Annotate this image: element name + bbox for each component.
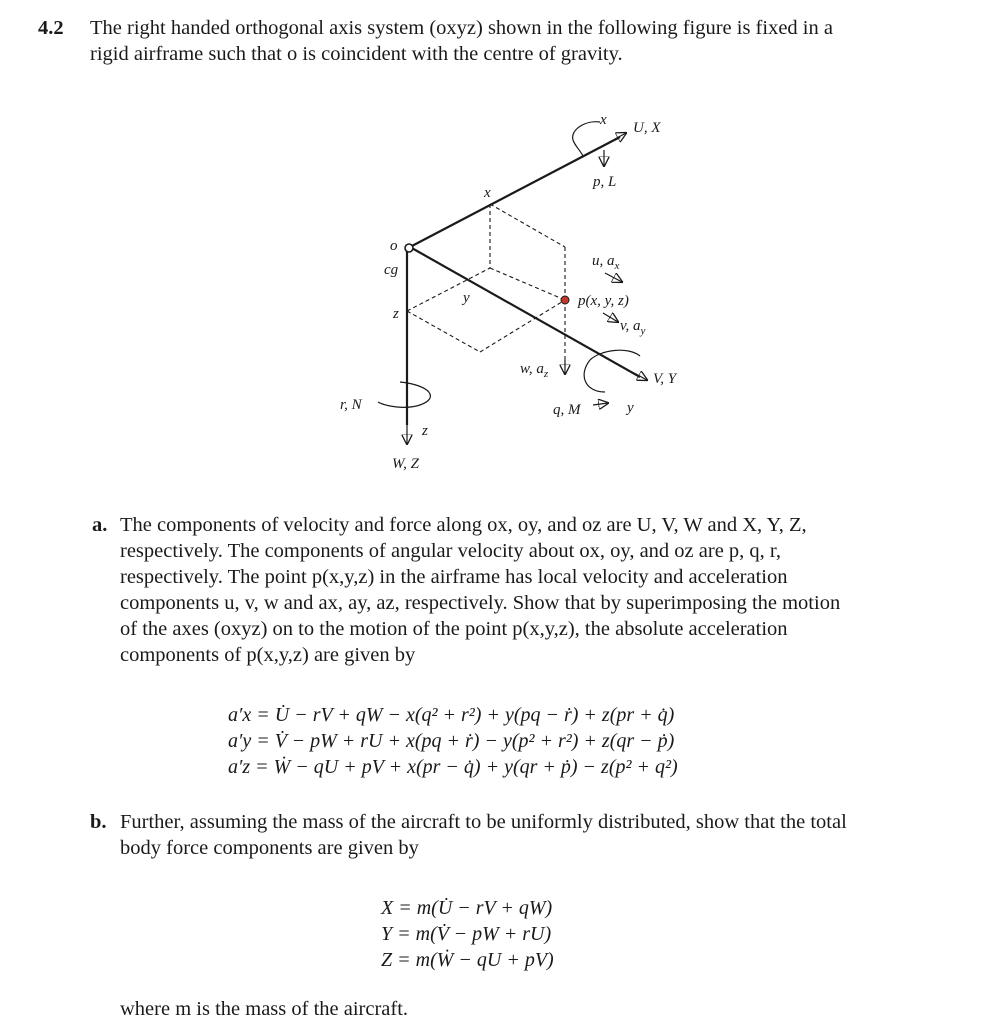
axis-system-figure xyxy=(320,100,720,480)
U-arrow xyxy=(615,133,626,139)
label-UX: U, X xyxy=(633,120,661,136)
label-z-low: z xyxy=(422,423,428,439)
origin-circle xyxy=(405,244,413,252)
problem-statement-line-1: The right handed orthogonal axis system (oxyz) shown in the following figure is fixed in a xyxy=(90,17,833,39)
r-rotation-arc xyxy=(378,382,430,407)
problem-number: 4.2 xyxy=(38,17,64,39)
label-pL: p, L xyxy=(593,174,617,190)
part-a-line-1: The components of velocity and force along ox, oy, and oz are U, V, W and X, Y, Z, xyxy=(120,514,807,536)
part-a-label: a. xyxy=(92,514,108,536)
problem-statement-line-2: rigid airframe such that o is coincident with the centre of gravity. xyxy=(90,43,623,65)
label-z-side: z xyxy=(393,306,399,322)
part-a-line-5: of the axes (oxyz) on to the motion of the point p(x,y,z), the absolute acceleration xyxy=(120,618,788,640)
part-b-label: b. xyxy=(90,811,107,833)
part-a-line-4: components u, v, w and ax, ay, az, respectively. Show that by superimposing the motion xyxy=(120,592,841,614)
q-arrow xyxy=(593,403,608,405)
x-axis-line xyxy=(410,137,620,247)
label-point-p: p(x, y, z) xyxy=(578,293,629,309)
point-p-marker xyxy=(561,296,569,304)
part-a-line-6: components of p(x,y,z) are given by xyxy=(120,644,416,666)
label-x-top: x xyxy=(600,112,607,128)
v-arrow xyxy=(603,313,618,322)
equation-az: a′z = Ẇ − qU + pV + x(pr − q̇) + y(qr + ṗ) − z(p² + q²) xyxy=(228,756,678,778)
label-o: o xyxy=(390,238,398,254)
label-w-az: w, $a_z$ xyxy=(520,361,549,380)
label-u-ax: u, $a_x$ xyxy=(592,253,620,272)
equation-ay: a′y = V̇ − pW + rU + x(pq + ṙ) − y(p² + r²) + z(qr − ṗ) xyxy=(228,730,675,752)
label-rN: r, N xyxy=(340,397,362,413)
V-arrow xyxy=(632,372,647,380)
equation-Z: Z = m(Ẇ − qU + pV) xyxy=(381,949,554,971)
part-a-line-3: respectively. The point p(x,y,z) in the airframe has local velocity and acceleration xyxy=(120,566,788,588)
label-y-low: y xyxy=(627,400,634,416)
equation-X: X = m(U̇ − rV + qW) xyxy=(381,897,553,919)
part-b-line-2: body force components are given by xyxy=(120,837,419,859)
label-cg: cg xyxy=(384,262,399,278)
label-y-mid: y xyxy=(463,290,470,306)
equation-Y: Y = m(V̇ − pW + rU) xyxy=(381,923,552,945)
part-b-line-1: Further, assuming the mass of the aircraft to be uniformly distributed, show that the total xyxy=(120,811,847,833)
label-qM: q, M xyxy=(553,402,581,418)
part-a-line-2: respectively. The components of angular velocity about ox, oy, and oz are p, q, r, xyxy=(120,540,782,562)
label-x-mid: x xyxy=(484,185,491,201)
footer-note: where m is the mass of the aircraft. xyxy=(120,998,409,1020)
label-VY: V, Y xyxy=(653,371,677,387)
u-arrow xyxy=(605,273,622,282)
label-v-ay: v, $a_y$ xyxy=(620,318,646,337)
equation-ax: a′x = U̇ − rV + qW − x(q² + r²) + y(pq − ṙ) + z(pr + q̇) xyxy=(228,704,675,726)
label-WZ: W, Z xyxy=(392,456,419,472)
